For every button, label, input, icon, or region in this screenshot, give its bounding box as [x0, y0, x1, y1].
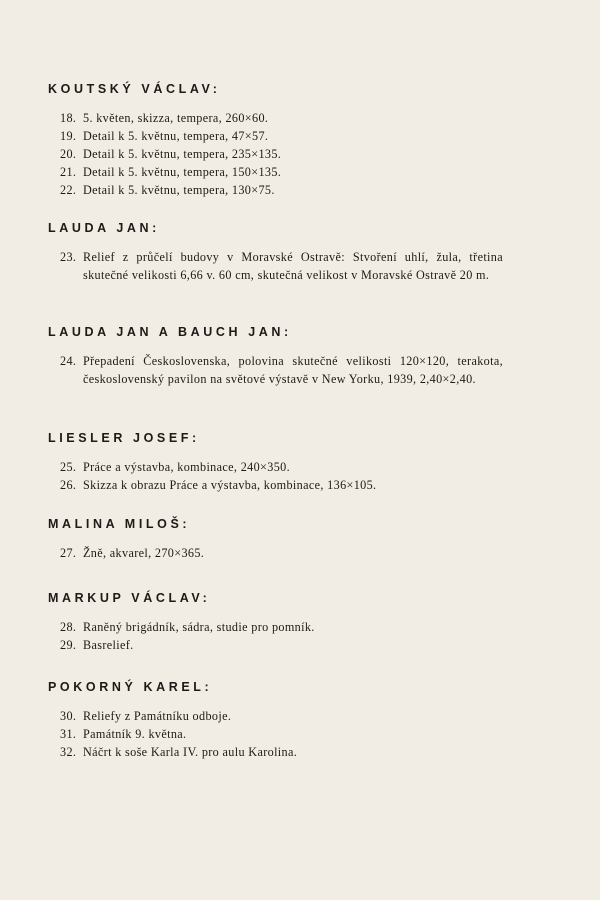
entry-text: Památník 9. května.	[83, 727, 187, 741]
entry-text: Reliefy z Památníku odboje.	[83, 709, 232, 723]
entry-number: 22.	[60, 183, 77, 197]
section-koutsky	[48, 82, 548, 199]
artist-heading: KOUTSKÝ VÁCLAV:	[48, 82, 221, 96]
entry-text: Relief z průčelí budovy v Moravské Ostravě: Stvoření uhlí, žula, třetina skutečné velikosti 6,66 v. 60 cm, skutečná velikost v Moravské Ostravě 20 m.	[83, 250, 503, 282]
entry-number: 25.	[60, 460, 77, 474]
entry-number: 28.	[60, 620, 77, 634]
entry-text: Práce a výstavba, kombinace, 240×350.	[83, 460, 290, 474]
entry-text: Skizza k obrazu Práce a výstavba, kombinace, 136×105.	[83, 478, 377, 492]
entry-number: 30.	[60, 709, 77, 723]
entry-number: 19.	[60, 129, 77, 143]
catalog-entry	[48, 248, 548, 284]
entry-number: 26.	[60, 478, 77, 492]
entry-text: Žně, akvarel, 270×365.	[83, 546, 205, 560]
entry-number: 29.	[60, 638, 77, 652]
artist-heading: LIESLER JOSEF:	[48, 431, 200, 445]
catalog-entry	[48, 707, 548, 725]
catalog-entry	[48, 636, 548, 654]
catalog-entry	[48, 743, 548, 761]
section-markup	[48, 591, 548, 654]
section-liesler	[48, 431, 548, 494]
section-lauda-bauch	[48, 325, 548, 388]
artist-heading: LAUDA JAN A BAUCH JAN:	[48, 325, 292, 339]
section-pokorny	[48, 680, 548, 761]
catalog-entry	[48, 127, 548, 145]
catalog-entry	[48, 109, 548, 127]
entry-list	[48, 707, 548, 761]
entry-list	[48, 248, 548, 284]
section-lauda	[48, 221, 548, 284]
entry-list	[48, 352, 548, 388]
artist-heading: LAUDA JAN:	[48, 221, 160, 235]
entry-list	[48, 618, 548, 654]
entry-text: 5. květen, skizza, tempera, 260×60.	[83, 111, 269, 125]
artist-heading: POKORNÝ KAREL:	[48, 680, 213, 694]
artist-heading: MARKUP VÁCLAV:	[48, 591, 211, 605]
entry-number: 31.	[60, 727, 77, 741]
artist-heading: MALINA MILOŠ:	[48, 517, 191, 531]
entry-list	[48, 109, 548, 199]
catalog-entry	[48, 145, 548, 163]
entry-text: Raněný brigádník, sádra, studie pro pomník.	[83, 620, 315, 634]
entry-text: Detail k 5. květnu, tempera, 150×135.	[83, 165, 282, 179]
entry-list	[48, 458, 548, 494]
section-malina	[48, 517, 548, 562]
entry-text: Náčrt k soše Karla IV. pro aulu Karolina.	[83, 745, 298, 759]
entry-text: Detail k 5. květnu, tempera, 235×135.	[83, 147, 282, 161]
catalog-entry	[48, 618, 548, 636]
entry-number: 18.	[60, 111, 77, 125]
catalog-entry	[48, 476, 548, 494]
catalog-entry	[48, 352, 548, 388]
entry-number: 23.	[60, 250, 77, 264]
entry-number: 32.	[60, 745, 77, 759]
entry-list	[48, 544, 548, 562]
catalog-entry	[48, 544, 548, 562]
entry-text: Detail k 5. květnu, tempera, 47×57.	[83, 129, 269, 143]
entry-text: Basrelief.	[83, 638, 134, 652]
entry-text: Přepadení Československa, polovina skutečné velikosti 120×120, terakota, československý pavilon na světové výstavě v New Yorku, 1939, 2,40×2,40.	[83, 354, 503, 386]
catalog-entry	[48, 458, 548, 476]
entry-number: 27.	[60, 546, 77, 560]
entry-number: 20.	[60, 147, 77, 161]
entry-number: 21.	[60, 165, 77, 179]
catalog-entry	[48, 725, 548, 743]
catalog-entry	[48, 181, 548, 199]
catalog-entry	[48, 163, 548, 181]
entry-text: Detail k 5. květnu, tempera, 130×75.	[83, 183, 275, 197]
entry-number: 24.	[60, 354, 77, 368]
